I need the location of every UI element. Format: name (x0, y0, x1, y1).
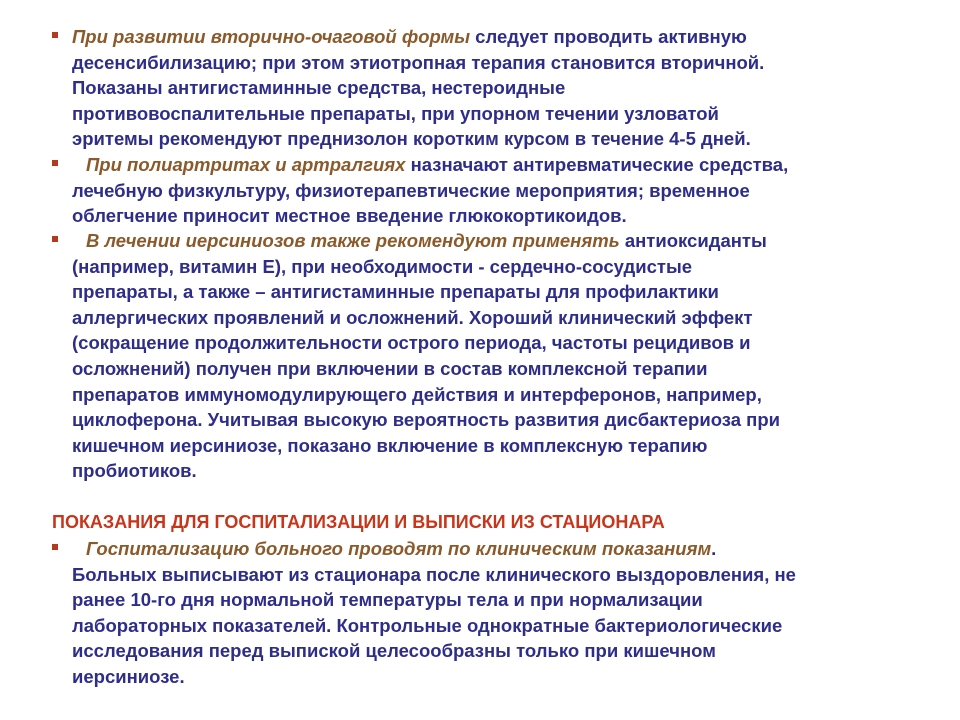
emphasis-text: При развитии вторично-очаговой формы (72, 26, 471, 47)
section-heading: ПОКАЗАНИЯ ДЛЯ ГОСПИТАЛИЗАЦИИ И ВЫПИСКИ ИЗ СТАЦИОНАРА (52, 512, 665, 532)
paragraph-treatment (72, 228, 932, 484)
text-line: аллергических проявлений и осложнений. Хороший клинический эффект (72, 306, 753, 328)
paragraph-hospitalization (72, 536, 932, 690)
text-line: лечебную физкультуру, физиотерапевтические мероприятия; временное (72, 179, 750, 201)
text-line: иерсиниозе. (72, 665, 185, 687)
text-line: противовоспалительные препараты, при упорном течении узловатой (72, 102, 719, 124)
bullet-4 (52, 544, 60, 552)
text-line: облегчение приносит местное введение глюкокортикоидов. (72, 205, 627, 227)
text-line: препаратов иммуномодулирующего действия и интерферонов, например, (72, 383, 762, 405)
text-line: эритемы рекомендуют преднизолон коротким курсом в течение 4-5 дней. (72, 128, 751, 150)
paragraph-polyarthritis (72, 152, 932, 229)
text-line: лабораторных показателей. Контрольные однократные бактериологические (72, 614, 783, 636)
paragraph-desensitization (72, 24, 932, 152)
text-line: Показаны антигистаминные средства, нестероидные (72, 77, 566, 99)
emphasis-text: В лечении иерсиниозов также рекомендуют применять (86, 230, 620, 251)
bullet-2 (52, 160, 60, 168)
text-line: ранее 10-го дня нормальной температуры тела и при нормализации (72, 589, 703, 611)
text-line: (сокращение продолжительности острого периода, частоты рецидивов и (72, 332, 751, 354)
text-line: (например, витамин Е), при необходимости - сердечно-сосудистые (72, 255, 693, 277)
text-line: Больных выписывают из стационара после клинического выздоровления, не (72, 563, 796, 585)
text-line: исследования перед выпиской целесообразны только при кишечном (72, 640, 716, 662)
text-line: антиоксиданты (619, 230, 767, 251)
text-line: осложнений) получен при включении в состав комплексной терапии (72, 357, 708, 379)
text-line: препараты, а также – антигистаминные препараты для профилактики (72, 281, 719, 303)
text-line: пробиотиков. (72, 460, 197, 482)
text-line: десенсибилизацию; при этом этиотропная терапия становится вторичной. (72, 51, 765, 73)
text-line: циклоферона. Учитывая высокую вероятность развития дисбактериоза при (72, 409, 780, 431)
text-line: кишечном иерсиниозе, показано включение в комплексную терапию (72, 434, 708, 456)
bullet-1 (52, 32, 60, 40)
text-line: . (711, 538, 717, 559)
text-line: назначают антиревматические средства, (405, 154, 789, 175)
bullet-3 (52, 236, 60, 244)
emphasis-text: При полиартритах и артралгиях (86, 154, 406, 175)
text-line: следует проводить активную (470, 26, 747, 47)
emphasis-text: Госпитализацию больного проводят по клиническим показаниям (86, 538, 712, 559)
